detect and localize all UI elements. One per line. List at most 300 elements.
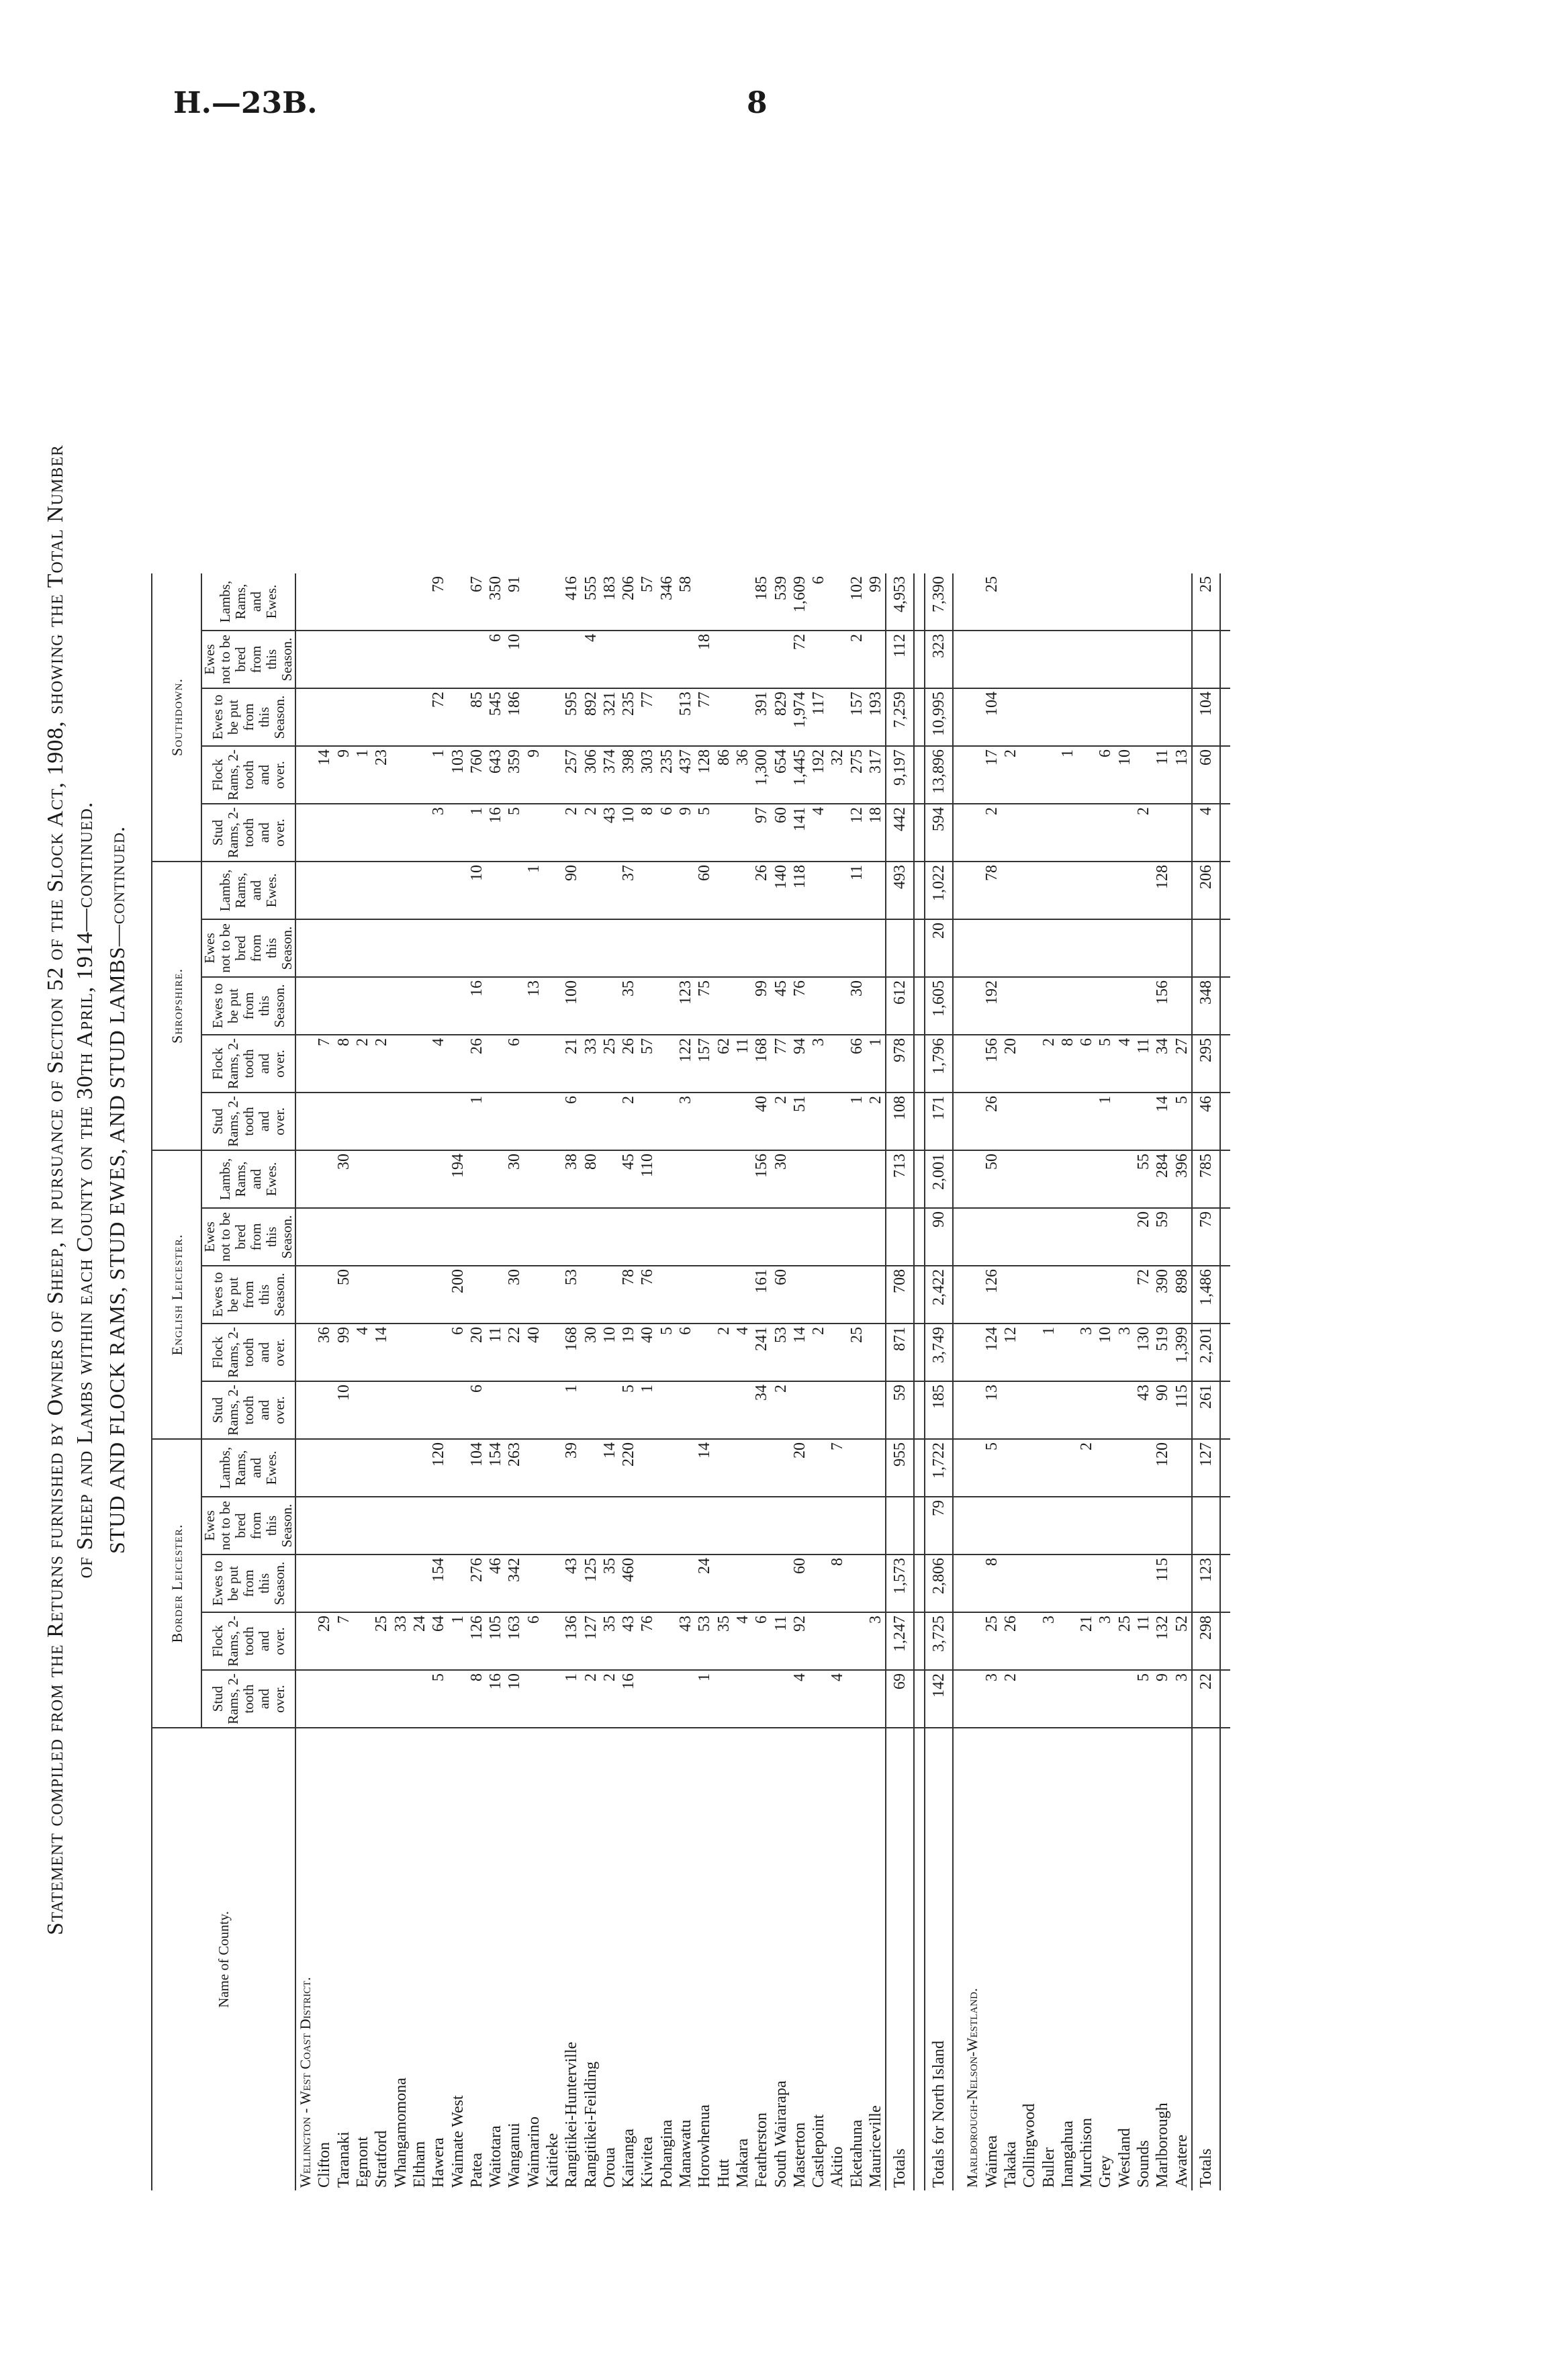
value-cell — [1001, 977, 1020, 1035]
value-cell — [543, 919, 562, 977]
value-cell: 276 — [467, 1555, 486, 1612]
value-cell: 955 — [886, 1439, 914, 1497]
value-cell — [334, 1555, 353, 1612]
value-cell — [562, 919, 581, 977]
value-cell: 14 — [315, 746, 334, 804]
table-row — [524, 573, 543, 2190]
value-cell — [1220, 804, 1230, 862]
spacer-row — [1220, 573, 1230, 2190]
county-name: South Wairarapa — [772, 2080, 790, 2188]
value-cell: 108 — [886, 1093, 914, 1150]
value-cell: 185 — [925, 1381, 953, 1439]
value-cell: 26 — [1001, 1612, 1020, 1670]
county-name: Makara — [733, 2138, 751, 2188]
table-row — [1039, 573, 1058, 2190]
value-cell — [1020, 1381, 1039, 1439]
value-cell — [886, 1497, 914, 1555]
value-cell: 128 — [695, 746, 714, 804]
value-cell — [714, 573, 733, 631]
value-cell — [1077, 919, 1096, 977]
value-cell — [543, 1612, 562, 1670]
value-cell: 55 — [1134, 1150, 1153, 1208]
value-cell — [1220, 1150, 1230, 1208]
value-cell — [733, 1555, 752, 1612]
value-cell — [771, 1208, 790, 1266]
value-cell — [410, 746, 429, 804]
value-cell — [600, 919, 619, 977]
value-cell: 398 — [619, 746, 638, 804]
value-cell — [600, 631, 619, 688]
value-cell: 112 — [886, 631, 914, 688]
value-cell — [448, 1439, 467, 1497]
value-cell: 1 — [448, 1612, 467, 1670]
value-cell — [315, 631, 334, 688]
value-cell: 8 — [1058, 1035, 1077, 1093]
value-cell — [1153, 631, 1172, 688]
value-cell — [1001, 1266, 1020, 1324]
value-cell: 13,896 — [925, 746, 953, 804]
value-cell: 16 — [619, 1670, 638, 1728]
value-cell — [1220, 1093, 1230, 1150]
value-cell — [733, 631, 752, 688]
table-row — [866, 573, 886, 2190]
value-cell — [372, 1208, 391, 1266]
value-cell: 9 — [524, 746, 543, 804]
value-cell: 978 — [886, 1035, 914, 1093]
value-cell — [1058, 688, 1077, 746]
value-cell — [676, 1555, 695, 1612]
value-cell — [295, 1093, 315, 1150]
value-cell — [467, 1497, 486, 1555]
value-cell — [676, 1150, 695, 1208]
value-cell: 829 — [771, 688, 790, 746]
value-cell: 141 — [790, 804, 809, 862]
value-cell — [809, 1439, 828, 1497]
value-cell: 127 — [1192, 1439, 1220, 1497]
value-cell: 4 — [828, 1670, 847, 1728]
value-cell — [1020, 1035, 1039, 1093]
value-cell — [828, 1208, 847, 1266]
value-cell — [1020, 977, 1039, 1035]
value-cell: 2 — [600, 1670, 619, 1728]
value-cell — [353, 977, 372, 1035]
value-cell — [866, 1555, 886, 1612]
value-cell: 86 — [714, 746, 733, 804]
value-cell — [391, 573, 410, 631]
county-name: Inangahua — [1058, 2121, 1076, 2188]
value-cell — [448, 862, 467, 919]
value-cell — [1001, 631, 1020, 688]
value-cell: 8 — [828, 1555, 847, 1612]
value-cell — [372, 977, 391, 1035]
value-cell — [714, 862, 733, 919]
value-cell: 25 — [982, 573, 1001, 631]
value-cell — [1220, 1497, 1230, 1555]
value-cell — [581, 1266, 600, 1324]
statement-title-line-2: of Sheep and Lambs within each County on the 30th April, 1914—continued. — [73, 801, 97, 1579]
value-cell — [410, 631, 429, 688]
value-cell: 21 — [562, 1035, 581, 1093]
county-name: Waimate West — [449, 2095, 467, 2188]
column-subheader: Ewes not to be bred from this Season. — [201, 1208, 295, 1266]
value-cell: 7 — [828, 1439, 847, 1497]
value-cell — [372, 688, 391, 746]
value-cell — [638, 862, 657, 919]
value-cell: 37 — [619, 862, 638, 919]
value-cell — [486, 1093, 505, 1150]
value-cell: 1,974 — [790, 688, 809, 746]
value-cell — [1115, 919, 1134, 977]
value-cell — [581, 1093, 600, 1150]
value-cell: 103 — [448, 746, 467, 804]
value-cell: 200 — [448, 1266, 467, 1324]
value-cell — [1020, 688, 1039, 746]
value-cell: 30 — [847, 977, 866, 1035]
value-cell — [1134, 1439, 1153, 1497]
value-cell — [771, 1555, 790, 1612]
value-cell — [914, 1497, 925, 1555]
value-cell — [295, 1381, 315, 1439]
value-cell — [334, 1208, 353, 1266]
value-cell — [486, 977, 505, 1035]
value-cell — [1220, 1555, 1230, 1612]
county-name — [953, 1728, 963, 2190]
value-cell — [866, 631, 886, 688]
table-row — [733, 573, 752, 2190]
value-cell — [295, 804, 315, 862]
value-cell — [914, 688, 925, 746]
value-cell: 9 — [1153, 1670, 1172, 1728]
value-cell — [1115, 1439, 1134, 1497]
value-cell: 16 — [486, 1670, 505, 1728]
value-cell — [429, 631, 448, 688]
value-cell: 78 — [619, 1266, 638, 1324]
value-cell: 5 — [1096, 1035, 1115, 1093]
value-cell — [410, 1324, 429, 1381]
county-name: Taranaki — [334, 2131, 353, 2188]
value-cell — [809, 1670, 828, 1728]
value-cell: 26 — [982, 1093, 1001, 1150]
value-cell: 94 — [790, 1035, 809, 1093]
county-name: Awatere — [1172, 2134, 1191, 2188]
value-cell — [809, 919, 828, 977]
value-cell — [524, 1555, 543, 1612]
value-cell: 321 — [600, 688, 619, 746]
value-cell: 595 — [562, 688, 581, 746]
value-cell — [1020, 862, 1039, 919]
value-cell — [1001, 1093, 1020, 1150]
value-cell — [372, 1497, 391, 1555]
value-cell — [828, 1612, 847, 1670]
value-cell — [963, 1324, 982, 1381]
value-cell — [1096, 1497, 1115, 1555]
county-name: Waimea — [982, 2135, 1001, 2188]
value-cell: 62 — [714, 1035, 733, 1093]
value-cell: 6 — [505, 1035, 524, 1093]
value-cell — [372, 1150, 391, 1208]
value-cell: 115 — [1172, 1381, 1191, 1439]
value-cell — [467, 1150, 486, 1208]
value-cell — [695, 1266, 714, 1324]
value-cell: 303 — [638, 746, 657, 804]
value-cell — [486, 1150, 505, 1208]
value-cell — [600, 1093, 619, 1150]
value-cell: 323 — [925, 631, 953, 688]
value-cell: 24 — [410, 1612, 429, 1670]
value-cell — [295, 919, 315, 977]
value-cell — [391, 1324, 410, 1381]
value-cell — [448, 1208, 467, 1266]
value-cell — [600, 977, 619, 1035]
value-cell — [391, 1439, 410, 1497]
value-cell — [524, 1381, 543, 1439]
value-cell — [914, 1439, 925, 1497]
value-cell: 123 — [1192, 1555, 1220, 1612]
value-cell — [1020, 804, 1039, 862]
value-cell: 77 — [695, 688, 714, 746]
value-cell: 785 — [1192, 1150, 1220, 1208]
value-cell: 261 — [1192, 1381, 1220, 1439]
value-cell — [638, 1208, 657, 1266]
value-cell — [372, 804, 391, 862]
value-cell — [410, 804, 429, 862]
value-cell: 90 — [1153, 1381, 1172, 1439]
value-cell: 2 — [562, 804, 581, 862]
value-cell — [809, 1266, 828, 1324]
value-cell — [391, 1035, 410, 1093]
value-cell: 284 — [1153, 1150, 1172, 1208]
value-cell: 24 — [695, 1555, 714, 1612]
value-cell — [353, 1150, 372, 1208]
value-cell — [448, 1093, 467, 1150]
value-cell — [1220, 1439, 1230, 1497]
value-cell — [847, 1612, 866, 1670]
value-cell — [676, 1497, 695, 1555]
county-name: Egmont — [354, 2137, 372, 2188]
value-cell: 4 — [429, 1035, 448, 1093]
value-cell — [1134, 919, 1153, 977]
county-name: Takaka — [1001, 2141, 1019, 2188]
value-cell: 295 — [1192, 1035, 1220, 1093]
value-cell — [295, 1612, 315, 1670]
table-row — [657, 573, 676, 2190]
value-cell: 11 — [486, 1324, 505, 1381]
value-cell: 45 — [771, 977, 790, 1035]
table-row — [676, 573, 695, 2190]
value-cell: 235 — [619, 688, 638, 746]
value-cell — [1077, 1208, 1096, 1266]
value-cell — [752, 1208, 771, 1266]
value-cell — [733, 804, 752, 862]
value-cell: 298 — [1192, 1612, 1220, 1670]
value-cell — [676, 862, 695, 919]
value-cell: 10 — [505, 631, 524, 688]
table-row — [543, 573, 562, 2190]
value-cell — [866, 1208, 886, 1266]
value-cell: 396 — [1172, 1150, 1191, 1208]
value-cell — [914, 573, 925, 631]
value-cell — [353, 1670, 372, 1728]
value-cell — [1115, 862, 1134, 919]
value-cell: 220 — [619, 1439, 638, 1497]
value-cell — [1220, 1208, 1230, 1266]
value-cell — [410, 977, 429, 1035]
value-cell — [1020, 1324, 1039, 1381]
value-cell — [963, 746, 982, 804]
value-cell: 168 — [752, 1035, 771, 1093]
value-cell: 1,609 — [790, 573, 809, 631]
value-cell: 19 — [619, 1324, 638, 1381]
breed-header-shropshire: Shropshire. — [152, 862, 201, 1150]
value-cell — [1077, 688, 1096, 746]
value-cell — [847, 1497, 866, 1555]
table-row — [315, 573, 334, 2190]
value-cell — [1115, 977, 1134, 1035]
value-cell: 25 — [1115, 1612, 1134, 1670]
value-cell — [714, 1093, 733, 1150]
value-cell: 6 — [486, 631, 505, 688]
value-cell — [295, 862, 315, 919]
value-cell: 3 — [1115, 1324, 1134, 1381]
value-cell — [657, 1266, 676, 1324]
county-name: Buller — [1040, 2147, 1058, 2188]
county-name: Waitotara — [487, 2125, 505, 2188]
table-row — [982, 573, 1001, 2190]
county-name: Sounds — [1135, 2140, 1153, 2188]
column-subheader: Ewes not to be bred from this Season. — [201, 919, 295, 977]
value-cell — [1115, 573, 1134, 631]
value-cell: 4 — [790, 1670, 809, 1728]
value-cell — [486, 1497, 505, 1555]
value-cell: 5 — [1134, 1670, 1153, 1728]
value-cell — [657, 1497, 676, 1555]
value-cell: 10 — [1115, 746, 1134, 804]
value-cell — [1077, 804, 1096, 862]
county-name: Castlepoint — [810, 2114, 828, 2188]
breed-header-southdown: Southdown. — [152, 573, 201, 862]
value-cell: 35 — [619, 977, 638, 1035]
value-cell: 25 — [982, 1612, 1001, 1670]
value-cell — [676, 631, 695, 688]
value-cell — [295, 631, 315, 688]
value-cell — [1134, 631, 1153, 688]
value-cell: 3 — [676, 1093, 695, 1150]
value-cell: 35 — [600, 1612, 619, 1670]
value-cell — [914, 1150, 925, 1208]
value-cell: 110 — [638, 1150, 657, 1208]
value-cell: 760 — [467, 746, 486, 804]
value-cell — [524, 1093, 543, 1150]
value-cell: 14 — [695, 1439, 714, 1497]
table-row — [391, 573, 410, 2190]
value-cell — [953, 746, 963, 804]
value-cell — [847, 1555, 866, 1612]
value-cell — [486, 1266, 505, 1324]
value-cell: 163 — [505, 1612, 524, 1670]
value-cell — [828, 688, 847, 746]
value-cell: 136 — [562, 1612, 581, 1670]
value-cell — [695, 1150, 714, 1208]
column-subheader: Ewes to be put from this Season. — [201, 1555, 295, 1612]
table-row — [1058, 573, 1077, 2190]
rotated-statement-sheet — [40, 142, 1531, 2237]
value-cell — [714, 1208, 733, 1266]
value-cell — [1039, 1093, 1058, 1150]
value-cell: 66 — [847, 1035, 866, 1093]
value-cell — [315, 919, 334, 977]
value-cell — [1115, 1381, 1134, 1439]
value-cell — [505, 977, 524, 1035]
value-cell — [1058, 862, 1077, 919]
value-cell — [543, 688, 562, 746]
value-cell — [410, 1670, 429, 1728]
value-cell: 156 — [752, 1150, 771, 1208]
value-cell — [1001, 688, 1020, 746]
value-cell — [391, 1150, 410, 1208]
value-cell: 75 — [695, 977, 714, 1035]
value-cell — [600, 862, 619, 919]
value-cell — [733, 1150, 752, 1208]
value-cell — [524, 804, 543, 862]
value-cell — [695, 1381, 714, 1439]
value-cell — [1039, 1555, 1058, 1612]
value-cell — [1115, 804, 1134, 862]
value-cell — [953, 1670, 963, 1728]
value-cell — [524, 1497, 543, 1555]
value-cell — [953, 804, 963, 862]
value-cell — [315, 688, 334, 746]
value-cell — [733, 1439, 752, 1497]
value-cell: 13 — [982, 1381, 1001, 1439]
value-cell — [963, 1381, 982, 1439]
value-cell — [1096, 688, 1115, 746]
value-cell — [1039, 919, 1058, 977]
value-cell: 892 — [581, 688, 600, 746]
county-name: Kiwitea — [639, 2137, 657, 2188]
value-cell: 132 — [1153, 1612, 1172, 1670]
value-cell — [1039, 862, 1058, 919]
table-row — [809, 573, 828, 2190]
value-cell — [914, 1266, 925, 1324]
value-cell — [1192, 919, 1220, 977]
value-cell — [619, 1497, 638, 1555]
value-cell — [809, 1612, 828, 1670]
value-cell: 643 — [486, 746, 505, 804]
table-row — [467, 573, 486, 2190]
value-cell: 555 — [581, 573, 600, 631]
value-cell: 493 — [886, 862, 914, 919]
value-cell — [1134, 1093, 1153, 1150]
value-cell — [914, 1035, 925, 1093]
value-cell: 43 — [562, 1555, 581, 1612]
value-cell — [448, 1035, 467, 1093]
value-cell: 11 — [1134, 1035, 1153, 1093]
value-cell — [963, 1266, 982, 1324]
value-cell: 118 — [790, 862, 809, 919]
value-cell: 50 — [334, 1266, 353, 1324]
value-cell — [353, 688, 372, 746]
value-cell — [866, 1670, 886, 1728]
value-cell — [809, 1208, 828, 1266]
value-cell — [657, 1670, 676, 1728]
value-cell — [953, 1612, 963, 1670]
value-cell — [1039, 1208, 1058, 1266]
value-cell — [410, 573, 429, 631]
value-cell — [638, 1439, 657, 1497]
value-cell: 10 — [619, 804, 638, 862]
value-cell: 11 — [771, 1612, 790, 1670]
value-cell: 80 — [581, 1150, 600, 1208]
